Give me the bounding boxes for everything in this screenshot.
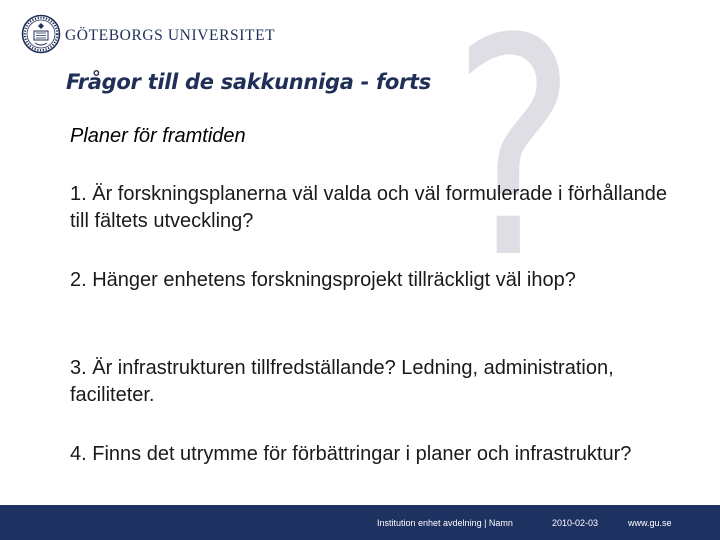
slide-title: Frågor till de sakkunniga - forts bbox=[66, 70, 431, 94]
footer-department: Institution enhet avdelning | Namn bbox=[377, 518, 513, 528]
slide-subtitle: Planer för framtiden bbox=[70, 125, 246, 147]
question-item: 4. Finns det utrymme för förbättringar i planer och infrastruktur? bbox=[70, 443, 632, 465]
footer-website: www.gu.se bbox=[628, 518, 672, 528]
footer-bar bbox=[0, 505, 720, 540]
question-item: 3. Är infrastrukturen tillfredställande? Ledning, administration, faciliteter. bbox=[70, 357, 614, 406]
footer-date: 2010-02-03 bbox=[552, 518, 599, 528]
question-mark-decoration: ? bbox=[452, 0, 577, 324]
question-item: 2. Hänger enhetens forskningsprojekt tillräckligt väl ihop? bbox=[70, 269, 576, 291]
university-name: GÖTEBORGS UNIVERSITET bbox=[65, 27, 276, 44]
question-item: 1. Är forskningsplanerna väl valda och väl formulerade i förhållande till fältets utveckling? bbox=[70, 183, 668, 232]
university-seal-icon bbox=[21, 14, 61, 54]
university-logo bbox=[21, 14, 276, 64]
